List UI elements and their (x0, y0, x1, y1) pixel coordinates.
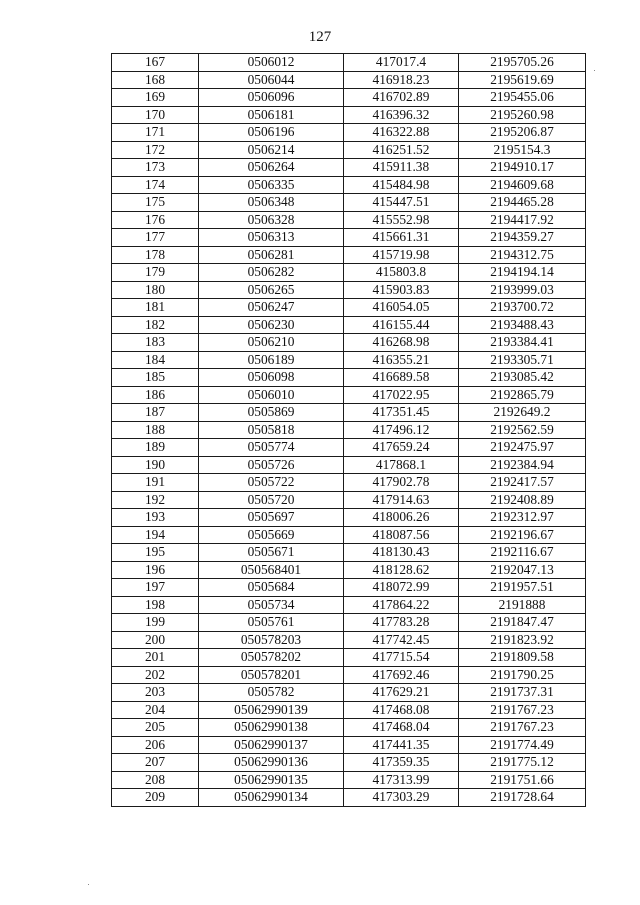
y-coordinate-cell: 2193305.71 (459, 351, 586, 369)
table-row (112, 561, 586, 579)
table-row (112, 526, 586, 544)
x-coordinate-cell: 416396.32 (344, 106, 459, 124)
y-coordinate-cell: 2193085.42 (459, 369, 586, 387)
point-id-cell: 0506196 (199, 124, 344, 142)
x-coordinate-cell: 418130.43 (344, 544, 459, 562)
y-coordinate-cell: 2195705.26 (459, 54, 586, 72)
y-coordinate-cell: 2193700.72 (459, 299, 586, 317)
point-id-cell: 0505722 (199, 474, 344, 492)
x-coordinate-cell: 416322.88 (344, 124, 459, 142)
table-row (112, 159, 586, 177)
table-row (112, 509, 586, 527)
row-number-cell: 201 (112, 649, 199, 667)
table-row (112, 141, 586, 159)
y-coordinate-cell: 2191767.23 (459, 701, 586, 719)
point-id-cell: 050578202 (199, 649, 344, 667)
y-coordinate-cell: 2194359.27 (459, 229, 586, 247)
table-row (112, 71, 586, 89)
y-coordinate-cell: 2193999.03 (459, 281, 586, 299)
x-coordinate-cell: 417914.63 (344, 491, 459, 509)
row-number-cell: 188 (112, 421, 199, 439)
point-id-cell: 0506264 (199, 159, 344, 177)
point-id-cell: 0506281 (199, 246, 344, 264)
point-id-cell: 0505669 (199, 526, 344, 544)
table-row (112, 106, 586, 124)
point-id-cell: 05062990134 (199, 789, 344, 807)
y-coordinate-cell: 2195154.3 (459, 141, 586, 159)
x-coordinate-cell: 415803.8 (344, 264, 459, 282)
point-id-cell: 0506044 (199, 71, 344, 89)
table-row (112, 316, 586, 334)
point-id-cell: 0506282 (199, 264, 344, 282)
table-row (112, 281, 586, 299)
table-row (112, 579, 586, 597)
point-id-cell: 0505869 (199, 404, 344, 422)
point-id-cell: 05062990139 (199, 701, 344, 719)
row-number-cell: 172 (112, 141, 199, 159)
point-id-cell: 0505697 (199, 509, 344, 527)
table-row (112, 176, 586, 194)
row-number-cell: 182 (112, 316, 199, 334)
point-id-cell: 0505774 (199, 439, 344, 457)
scan-speck (88, 884, 89, 885)
y-coordinate-cell: 2192047.13 (459, 561, 586, 579)
table-row (112, 544, 586, 562)
x-coordinate-cell: 416268.98 (344, 334, 459, 352)
y-coordinate-cell: 2191751.66 (459, 771, 586, 789)
y-coordinate-cell: 2192384.94 (459, 456, 586, 474)
table-row (112, 229, 586, 247)
table-row (112, 456, 586, 474)
row-number-cell: 199 (112, 614, 199, 632)
x-coordinate-cell: 417864.22 (344, 596, 459, 614)
y-coordinate-cell: 2194194.14 (459, 264, 586, 282)
row-number-cell: 194 (112, 526, 199, 544)
row-number-cell: 169 (112, 89, 199, 107)
table-row (112, 334, 586, 352)
x-coordinate-cell: 415661.31 (344, 229, 459, 247)
row-number-cell: 209 (112, 789, 199, 807)
row-number-cell: 208 (112, 771, 199, 789)
y-coordinate-cell: 2195455.06 (459, 89, 586, 107)
y-coordinate-cell: 2193384.41 (459, 334, 586, 352)
point-id-cell: 050578201 (199, 666, 344, 684)
row-number-cell: 180 (112, 281, 199, 299)
point-id-cell: 0505782 (199, 684, 344, 702)
y-coordinate-cell: 2194910.17 (459, 159, 586, 177)
point-id-cell: 0506210 (199, 334, 344, 352)
point-id-cell: 0505726 (199, 456, 344, 474)
table-row (112, 631, 586, 649)
y-coordinate-cell: 2194417.92 (459, 211, 586, 229)
table-row (112, 596, 586, 614)
point-id-cell: 05062990137 (199, 736, 344, 754)
table-row (112, 351, 586, 369)
x-coordinate-cell: 416155.44 (344, 316, 459, 334)
x-coordinate-cell: 416054.05 (344, 299, 459, 317)
row-number-cell: 167 (112, 54, 199, 72)
point-id-cell: 0505720 (199, 491, 344, 509)
point-id-cell: 05062990138 (199, 719, 344, 737)
x-coordinate-cell: 418087.56 (344, 526, 459, 544)
table-row (112, 649, 586, 667)
y-coordinate-cell: 2192865.79 (459, 386, 586, 404)
row-number-cell: 175 (112, 194, 199, 212)
x-coordinate-cell: 417629.21 (344, 684, 459, 702)
x-coordinate-cell: 416689.58 (344, 369, 459, 387)
scan-speck (594, 70, 595, 71)
point-id-cell: 0506230 (199, 316, 344, 334)
x-coordinate-cell: 417468.04 (344, 719, 459, 737)
point-id-cell: 0505761 (199, 614, 344, 632)
table-row (112, 369, 586, 387)
table-row (112, 421, 586, 439)
row-number-cell: 168 (112, 71, 199, 89)
row-number-cell: 193 (112, 509, 199, 527)
row-number-cell: 197 (112, 579, 199, 597)
x-coordinate-cell: 417659.24 (344, 439, 459, 457)
page-number: 127 (308, 29, 332, 45)
table-row (112, 701, 586, 719)
y-coordinate-cell: 2195619.69 (459, 71, 586, 89)
row-number-cell: 200 (112, 631, 199, 649)
table-row (112, 736, 586, 754)
table-row (112, 124, 586, 142)
x-coordinate-cell: 417715.54 (344, 649, 459, 667)
x-coordinate-cell: 415719.98 (344, 246, 459, 264)
y-coordinate-cell: 2191823.92 (459, 631, 586, 649)
x-coordinate-cell: 415903.83 (344, 281, 459, 299)
table-row (112, 474, 586, 492)
row-number-cell: 187 (112, 404, 199, 422)
row-number-cell: 179 (112, 264, 199, 282)
row-number-cell: 178 (112, 246, 199, 264)
row-number-cell: 195 (112, 544, 199, 562)
table-row (112, 491, 586, 509)
y-coordinate-cell: 2191774.49 (459, 736, 586, 754)
y-coordinate-cell: 2193488.43 (459, 316, 586, 334)
y-coordinate-cell: 2191888 (459, 596, 586, 614)
point-id-cell: 0506010 (199, 386, 344, 404)
row-number-cell: 173 (112, 159, 199, 177)
y-coordinate-cell: 2192649.2 (459, 404, 586, 422)
table-row (112, 386, 586, 404)
x-coordinate-cell: 417303.29 (344, 789, 459, 807)
point-id-cell: 0506247 (199, 299, 344, 317)
y-coordinate-cell: 2195206.87 (459, 124, 586, 142)
y-coordinate-cell: 2192562.59 (459, 421, 586, 439)
row-number-cell: 181 (112, 299, 199, 317)
x-coordinate-cell: 415911.38 (344, 159, 459, 177)
point-id-cell: 0506012 (199, 54, 344, 72)
table-row (112, 789, 586, 807)
row-number-cell: 185 (112, 369, 199, 387)
x-coordinate-cell: 418128.62 (344, 561, 459, 579)
table-row (112, 771, 586, 789)
point-id-cell: 0506214 (199, 141, 344, 159)
y-coordinate-cell: 2194465.28 (459, 194, 586, 212)
point-id-cell: 0506265 (199, 281, 344, 299)
point-id-cell: 0506181 (199, 106, 344, 124)
x-coordinate-cell: 415484.98 (344, 176, 459, 194)
row-number-cell: 202 (112, 666, 199, 684)
point-id-cell: 050578203 (199, 631, 344, 649)
y-coordinate-cell: 2192408.89 (459, 491, 586, 509)
y-coordinate-cell: 2192312.97 (459, 509, 586, 527)
row-number-cell: 189 (112, 439, 199, 457)
y-coordinate-cell: 2191957.51 (459, 579, 586, 597)
row-number-cell: 184 (112, 351, 199, 369)
point-id-cell: 0506335 (199, 176, 344, 194)
point-id-cell: 0505684 (199, 579, 344, 597)
row-number-cell: 177 (112, 229, 199, 247)
y-coordinate-cell: 2191728.64 (459, 789, 586, 807)
table-row (112, 89, 586, 107)
point-id-cell: 0506189 (199, 351, 344, 369)
point-id-cell: 050568401 (199, 561, 344, 579)
y-coordinate-cell: 2192417.57 (459, 474, 586, 492)
table-row (112, 754, 586, 772)
y-coordinate-cell: 2192475.97 (459, 439, 586, 457)
x-coordinate-cell: 416355.21 (344, 351, 459, 369)
row-number-cell: 171 (112, 124, 199, 142)
y-coordinate-cell: 2191775.12 (459, 754, 586, 772)
y-coordinate-cell: 2191767.23 (459, 719, 586, 737)
x-coordinate-cell: 416918.23 (344, 71, 459, 89)
row-number-cell: 190 (112, 456, 199, 474)
y-coordinate-cell: 2191790.25 (459, 666, 586, 684)
table-row (112, 614, 586, 632)
coordinates-table-body (112, 54, 586, 807)
point-id-cell: 0506098 (199, 369, 344, 387)
point-id-cell: 05062990135 (199, 771, 344, 789)
point-id-cell: 0506313 (199, 229, 344, 247)
point-id-cell: 0505818 (199, 421, 344, 439)
x-coordinate-cell: 417468.08 (344, 701, 459, 719)
row-number-cell: 174 (112, 176, 199, 194)
row-number-cell: 186 (112, 386, 199, 404)
x-coordinate-cell: 418072.99 (344, 579, 459, 597)
table-row (112, 211, 586, 229)
y-coordinate-cell: 2192196.67 (459, 526, 586, 544)
y-coordinate-cell: 2191847.47 (459, 614, 586, 632)
table-row (112, 404, 586, 422)
y-coordinate-cell: 2194609.68 (459, 176, 586, 194)
table-row (112, 684, 586, 702)
row-number-cell: 192 (112, 491, 199, 509)
x-coordinate-cell: 417902.78 (344, 474, 459, 492)
point-id-cell: 0505671 (199, 544, 344, 562)
x-coordinate-cell: 417022.95 (344, 386, 459, 404)
point-id-cell: 0506096 (199, 89, 344, 107)
x-coordinate-cell: 417692.46 (344, 666, 459, 684)
coordinates-table (111, 53, 586, 807)
table-row (112, 264, 586, 282)
table-row (112, 246, 586, 264)
y-coordinate-cell: 2192116.67 (459, 544, 586, 562)
x-coordinate-cell: 417742.45 (344, 631, 459, 649)
point-id-cell: 0506348 (199, 194, 344, 212)
row-number-cell: 206 (112, 736, 199, 754)
x-coordinate-cell: 417783.28 (344, 614, 459, 632)
x-coordinate-cell: 417868.1 (344, 456, 459, 474)
row-number-cell: 205 (112, 719, 199, 737)
table-row (112, 439, 586, 457)
row-number-cell: 176 (112, 211, 199, 229)
y-coordinate-cell: 2194312.75 (459, 246, 586, 264)
y-coordinate-cell: 2191737.31 (459, 684, 586, 702)
row-number-cell: 170 (112, 106, 199, 124)
table-row (112, 299, 586, 317)
row-number-cell: 191 (112, 474, 199, 492)
x-coordinate-cell: 417351.45 (344, 404, 459, 422)
row-number-cell: 183 (112, 334, 199, 352)
point-id-cell: 0506328 (199, 211, 344, 229)
table-row (112, 54, 586, 72)
row-number-cell: 203 (112, 684, 199, 702)
row-number-cell: 204 (112, 701, 199, 719)
x-coordinate-cell: 415447.51 (344, 194, 459, 212)
table-row (112, 719, 586, 737)
row-number-cell: 207 (112, 754, 199, 772)
x-coordinate-cell: 417359.35 (344, 754, 459, 772)
x-coordinate-cell: 417496.12 (344, 421, 459, 439)
x-coordinate-cell: 415552.98 (344, 211, 459, 229)
x-coordinate-cell: 417313.99 (344, 771, 459, 789)
y-coordinate-cell: 2191809.58 (459, 649, 586, 667)
x-coordinate-cell: 418006.26 (344, 509, 459, 527)
table-row (112, 666, 586, 684)
x-coordinate-cell: 416251.52 (344, 141, 459, 159)
row-number-cell: 196 (112, 561, 199, 579)
x-coordinate-cell: 416702.89 (344, 89, 459, 107)
point-id-cell: 0505734 (199, 596, 344, 614)
x-coordinate-cell: 417441.35 (344, 736, 459, 754)
row-number-cell: 198 (112, 596, 199, 614)
x-coordinate-cell: 417017.4 (344, 54, 459, 72)
table-row (112, 194, 586, 212)
y-coordinate-cell: 2195260.98 (459, 106, 586, 124)
point-id-cell: 05062990136 (199, 754, 344, 772)
